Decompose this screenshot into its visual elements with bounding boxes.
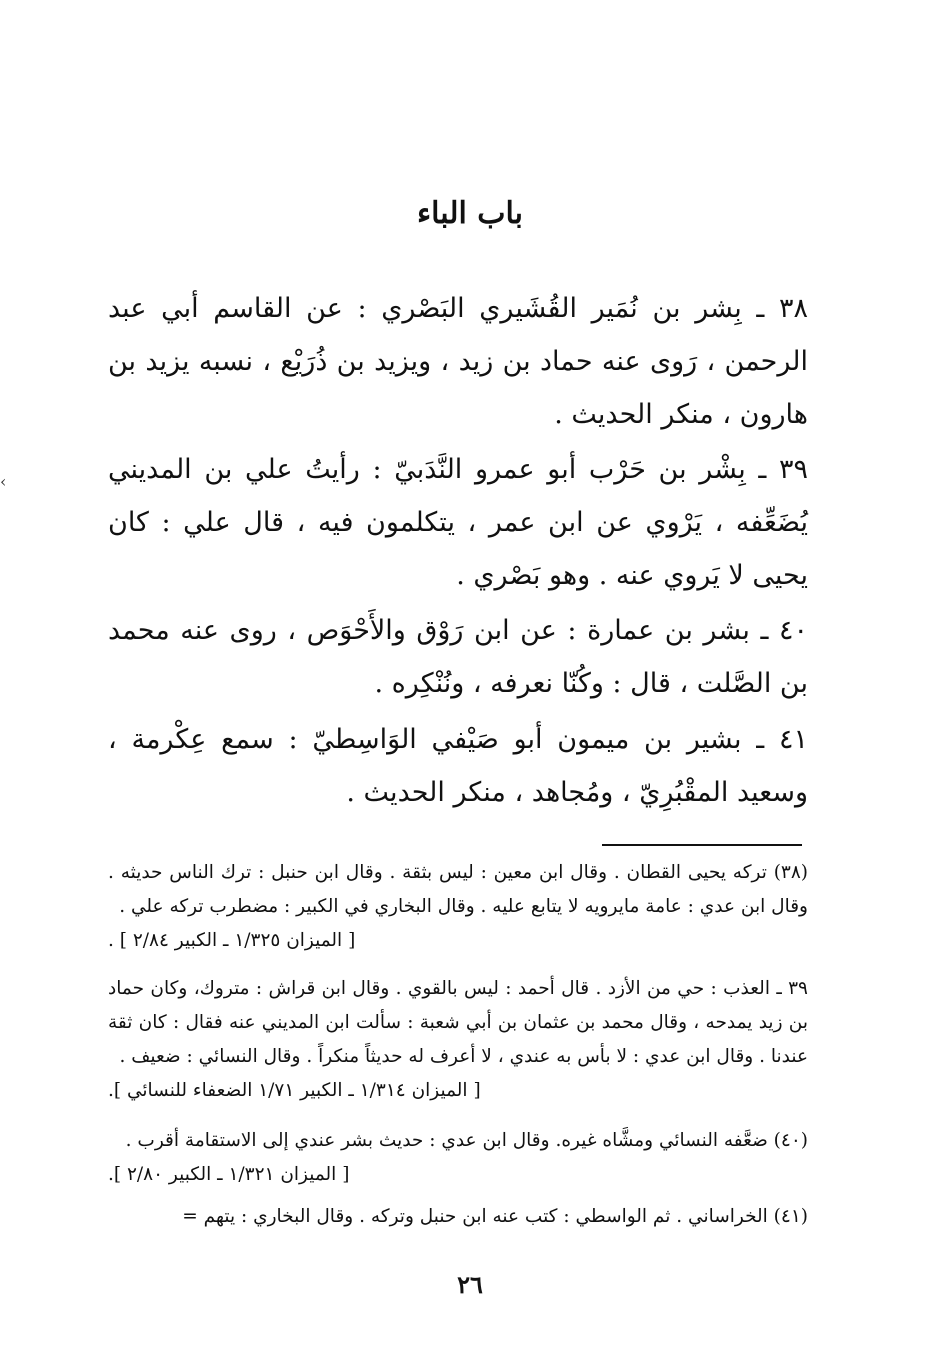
chapter-title: باب الباء <box>417 196 523 231</box>
margin-mark: › <box>0 472 7 491</box>
footnote-38 <box>108 856 808 958</box>
footnote-38-text: (٣٨) تركه يحيى القطان . وقال ابن معين : ليس بثقة . وقال ابن حنبل : ترك الناس حديثه . وقال ابن عدي : عامة مايرويه لا يتابع عليه . وقال البخاري في الكبير : مضطرب تركه علي . <box>108 862 808 917</box>
entry-39: ٣٩ ـ بِشْر بن حَرْب أبو عمرو النَّدَبيّ : رأيتُ علي بن المديني يُضَعِّفه ، يَرْوي عن ابن عمر ، يتكلمون فيه ، قال علي : كان يحيى لا يَروي عنه . وهو بَصْري . <box>108 454 808 591</box>
footnote-40-ref: [ الميزان ١/٣٢١ ـ الكبير ٢/٨٠ ]. <box>108 1164 350 1185</box>
footnote-39-ref: [ الميزان ١/٣١٤ ـ الكبير ١/٧١ الضعفاء للنسائي ]. <box>108 1080 481 1101</box>
footnote-39-text: ٣٩ ـ العذب : حي من الأزد . قال أحمد : ليس بالقوي . وقال ابن قراش : متروك، وكان حماد بن زيد يمدحه ، وقال محمد بن عثمان بن أبي شعبة : سألت ابن المديني عنه فقال : كان ثقة عندنا . وقال ابن عدي : لا بأس به عندي ، لا أعرف له حديثاً منكراً . وقال النسائي : ضعيف . <box>108 978 808 1067</box>
entry-38: ٣٨ ـ بِشر بن نُمَير القُشَيري البَصْري : عن القاسم أبي عبد الرحمن ، رَوى عنه حماد بن زيد ، ويزيد بن ذُرَيْع ، نسبه يزيد بن هارون ، منكر الحديث . <box>108 293 808 430</box>
footnote-39 <box>108 972 808 1108</box>
footnote-38-ref: [ الميزان ١/٣٢٥ ـ الكبير ٢/٨٤ ] . <box>108 930 356 951</box>
footnote-40-text: (٤٠) ضعَّفه النسائي ومشَّاه غيره. وقال ابن عدي : حديث بشر عندي إلى الاستقامة أقرب . <box>125 1130 808 1151</box>
footnote-41-text: (٤١) الخراساني . ثم الواسطي : كتب عنه ابن حنبل وتركه . وقال البخاري : يتهم = <box>182 1206 808 1227</box>
entry-40: ٤٠ ـ بشر بن عمارة : عن ابن رَوْق والأَحْوَص ، روى عنه محمد بن الصَّلت ، قال : وكُنّا نعرفه ، ونُنْكِره . <box>108 615 808 699</box>
page-number: ٢٦ <box>457 1270 483 1299</box>
entry-41: ٤١ ـ بشير بن ميمون أبو صَيْفي الوَاسِطيّ : سمع عِكْرمة ، وسعيد المقْبُرِيّ ، ومُجاهد ، منكر الحديث . <box>108 724 808 808</box>
footnote-40 <box>108 1124 808 1192</box>
footnote-separator <box>602 844 802 846</box>
footnote-41 <box>108 1200 808 1234</box>
